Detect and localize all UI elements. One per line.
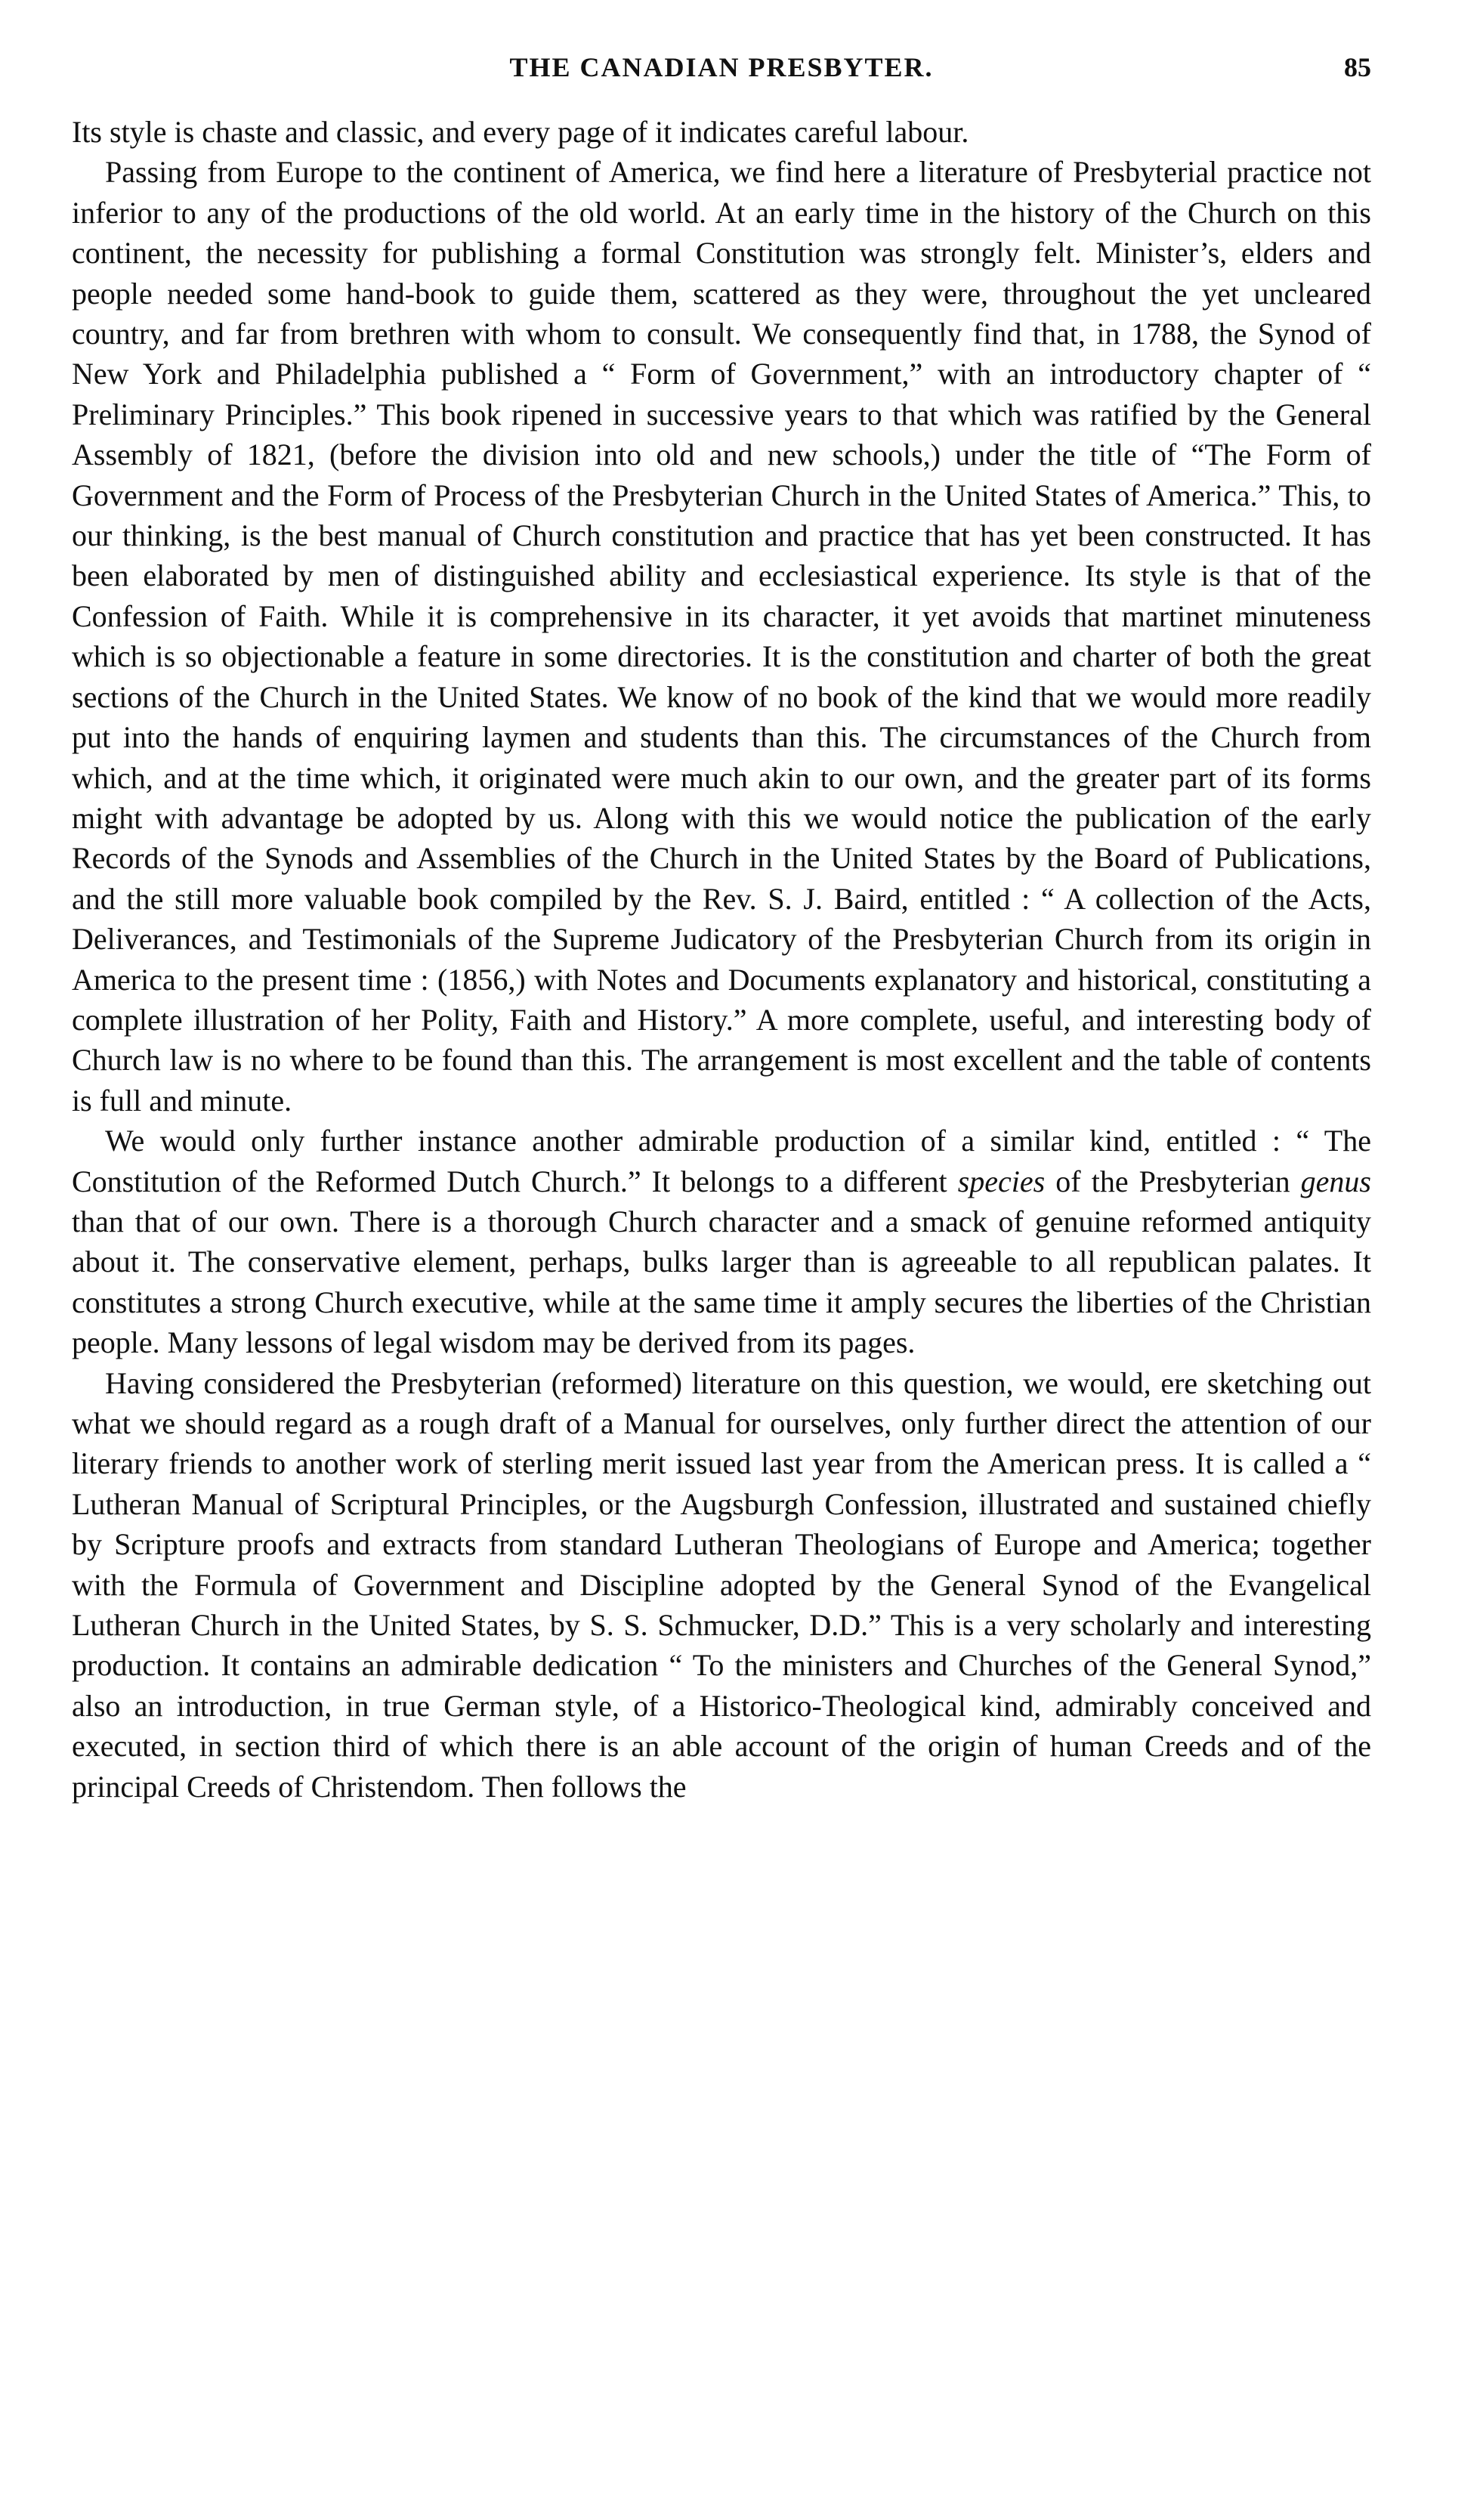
paragraph-american-literature: Passing from Europe to the continent of America, we find here a literature of Presbyterial practice not inferior to any of the productions of the old world. At an early time in the history of the Church on this continent, the necessity for publishing a formal Constitution was strongly felt. Minister’s, elders and people needed some hand-book to guide them, scattered as they were, throughout the yet uncleared country, and far from brethren with whom to consult. We consequently find that, in 1788, the Synod of New York and Philadelphia published a “ Form of Government,” with an introductory chapter of “ Preliminary Principles.” This book ripened in successive years to that which was ratified by the General Assembly of 1821, (before the division into old and new schools,) under the title of “The Form of Government and the Form of Process of the Presbyterian Church in the United States of America.” This, to our thinking, is the best manual of Church constitution and practice that has yet been constructed. It has been elaborated by men of distinguished ability and ecclesiastical experience. Its style is that of the Confession of Faith. While it is comprehensive in its character, it yet avoids that martinet minuteness which is so objectionable a feature in some directories. It is the constitution and charter of both the great sections of the Church in the United States. We know of no book of the kind that we would more readily put into the hands of enquiring laymen and students than this. The circumstances of the Church from which, and at the time which, it originated were much akin to our own, and the greater part of its forms might with advantage be adopted by us. Along with this we would notice the publication of the early Records of the Synods and Assemblies of the Church in the United States by the Board of Publications, and the still more valuable book compiled by the Rev. S. J. Baird, entitled : “ A collection of the Acts, Deliverances, and Testimonials of the Supreme Judicatory of the Presbyterian Church from its origin in America to the present time : (1856,) with Notes and Documents explanatory and historical, constituting a complete illustration of her Polity, Faith and History.” A more complete, useful, and interesting body of Church law is no where to be found than this. The arrangement is most excellent and the table of contents is full and minute. [72,155,1371,1118]
page-number: 85 [1344,52,1371,82]
italic-word-genus: genus [1300,1164,1371,1198]
paragraph-text-segment: than that of our own. There is a thorough Church character and a smack of genuine reformed antiquity about it. The conservative element, perhaps, bulks larger than is agreeable to all republican palates. It constitutes a strong Church executive, while at the same time it amply secures the liberties of the Christian people. Many lessons of legal wisdom may be derived from its pages. [72,1204,1371,1360]
italic-word-species: species [957,1164,1046,1198]
paragraph-reformed-dutch-church [72,1121,1371,1362]
paragraph-lutheran-manual: Having considered the Presbyterian (reformed) literature on this question, we would, ere sketching out what we should regard as a rough draft of a Manual for ourselves, only further direct the attention of our literary friends to another work of sterling merit issued last year from the American press. It is called a “ Lutheran Manual of Scriptural Principles, or the Augsburgh Confession, illustrated and sustained chiefly by Scripture proofs and extracts from standard Lutheran Theologians of Europe and America; together with the Formula of Government and Discipline adopted by the General Synod of the Evangelical Lutheran Church in the United States, by S. S. Schmucker, D.D.” This is a very scholarly and interesting production. It contains an admirable dedication “ To the ministers and Churches of the General Synod,” also an introduction, in true German style, of a Historico-Theological kind, admirably conceived and executed, in section third of which there is an able account of the origin of human Creeds and of the principal Creeds of Christendom. Then follows the [72,1365,1371,1804]
running-header [72,45,1371,98]
body-text [72,112,1371,1807]
paragraph-text-segment: We would only further instance another admirable production of a similar kind, entitled : “ The Constitution of the Reformed Dutch Church.” It belongs to a different [72,1124,1371,1198]
running-title: THE CANADIAN PRESBYTER. [509,52,934,82]
paragraph-text-segment: of the Presbyterian [1045,1164,1301,1198]
paragraph-continuation: Its style is chaste and classic, and every page of it indicates careful labour. [72,115,969,149]
book-page [72,45,1371,2478]
